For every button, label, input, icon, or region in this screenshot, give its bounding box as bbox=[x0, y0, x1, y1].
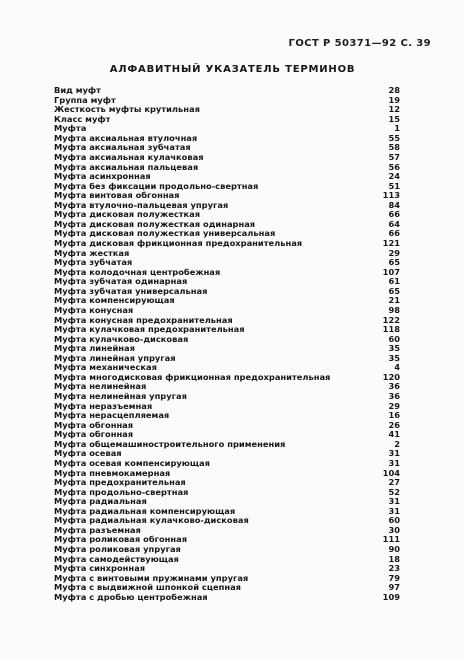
index-page-number: 15 bbox=[388, 113, 400, 124]
index-entry bbox=[54, 411, 400, 421]
index-page-number: 61 bbox=[388, 276, 400, 287]
index-entry bbox=[54, 316, 400, 326]
index-entry bbox=[54, 182, 400, 192]
index-term: Муфта пневмокамерная bbox=[54, 468, 171, 478]
index-term: Муфта радиальная компенсирующая bbox=[54, 506, 236, 516]
index-page-number: 120 bbox=[382, 371, 400, 382]
index-page-number: 64 bbox=[388, 218, 400, 229]
index-page-number: 36 bbox=[388, 381, 400, 392]
index-term: Муфта обгонная bbox=[54, 430, 134, 440]
index-term: Муфта жесткая bbox=[54, 248, 130, 258]
index-term: Муфта неразъемная bbox=[54, 401, 153, 411]
index-page-number: 27 bbox=[388, 477, 400, 488]
index-entry bbox=[54, 143, 400, 153]
index-entry bbox=[54, 526, 400, 536]
index-page-number: 18 bbox=[388, 553, 400, 564]
index-page-number: 79 bbox=[388, 572, 400, 583]
index-page-number: 55 bbox=[388, 132, 400, 143]
index-term: Муфта дисковая полужесткая bbox=[54, 210, 201, 220]
index-page-number: 57 bbox=[388, 151, 400, 162]
index-entry bbox=[54, 478, 400, 488]
index-term: Муфта с дробью центробежная bbox=[54, 592, 208, 602]
index-entry bbox=[54, 249, 400, 259]
index-entry bbox=[54, 564, 400, 574]
index-term: Муфта продольно-свертная bbox=[54, 487, 189, 497]
index-page-number: 98 bbox=[388, 304, 400, 315]
index-page-number: 84 bbox=[388, 199, 400, 210]
index-term: Муфта зубчатая универсальная bbox=[54, 286, 208, 296]
index-page-number: 31 bbox=[388, 448, 400, 459]
page-header: ГОСТ Р 50371—92 С. 39 bbox=[288, 38, 431, 49]
index-term: Муфта нерасцепляемая bbox=[54, 411, 170, 421]
index-page-number: 90 bbox=[388, 544, 400, 554]
index-page-number: 35 bbox=[388, 343, 400, 354]
index-page-number: 12 bbox=[388, 104, 400, 115]
index-entry bbox=[54, 516, 400, 526]
index-term: Муфта аксиальная пальцевая bbox=[54, 162, 199, 172]
index-entry bbox=[54, 402, 400, 412]
index-term: Муфта компенсирующая bbox=[54, 296, 175, 306]
index-entry bbox=[54, 535, 400, 545]
index-page-number: 56 bbox=[388, 161, 400, 172]
index-entry bbox=[54, 373, 400, 383]
index-term: Группа муфт bbox=[54, 95, 116, 105]
index-term: Муфта с выдвижной шпонкой сцепная bbox=[54, 583, 242, 593]
index-term: Муфта дисковая полужесткая универсальная bbox=[54, 229, 276, 239]
index-entry bbox=[54, 449, 400, 459]
index-page-number: 107 bbox=[382, 266, 400, 277]
index-entry bbox=[54, 583, 400, 593]
index-page-number: 118 bbox=[382, 324, 400, 335]
index-term: Муфта кулачковая предохранительная bbox=[54, 325, 245, 335]
index-page-number: 24 bbox=[388, 171, 400, 182]
index-page-number: 58 bbox=[388, 142, 400, 153]
index-term: Муфта роликовая обгонная bbox=[54, 535, 188, 545]
index-page-number: 31 bbox=[388, 496, 400, 507]
index-page-number: 29 bbox=[388, 247, 400, 258]
index-term: Муфта многодисковая фрикционная предохранительная bbox=[54, 372, 331, 382]
index-term: Муфта линейная bbox=[54, 344, 135, 354]
index-page-number: 26 bbox=[388, 419, 400, 430]
index-page-number: 1 bbox=[394, 123, 400, 134]
index-entry bbox=[54, 239, 400, 249]
index-entry bbox=[54, 488, 400, 498]
index-term: Муфта радиальная кулачково-дисковая bbox=[54, 516, 249, 526]
index-entry bbox=[54, 210, 400, 220]
index-entry bbox=[54, 220, 400, 230]
index-term: Муфта нелинейная bbox=[54, 382, 147, 392]
index-entry bbox=[54, 593, 400, 603]
index-page-number: 121 bbox=[382, 238, 400, 248]
index-entry bbox=[54, 325, 400, 335]
index-term: Муфта синхронная bbox=[54, 564, 146, 574]
index-entry bbox=[54, 459, 400, 469]
index-page-number: 65 bbox=[388, 285, 400, 296]
index-page-number: 19 bbox=[388, 94, 400, 105]
index-entry bbox=[54, 287, 400, 297]
index-list bbox=[54, 86, 400, 602]
index-term: Муфта самодействующая bbox=[54, 554, 179, 564]
index-term: Муфта аксиальная зубчатая bbox=[54, 143, 191, 153]
index-entry bbox=[54, 105, 400, 115]
index-entry bbox=[54, 153, 400, 163]
index-entry bbox=[54, 545, 400, 555]
index-entry bbox=[54, 296, 400, 306]
index-entry bbox=[54, 306, 400, 316]
index-page-number: 21 bbox=[388, 295, 400, 306]
index-term: Класс муфт bbox=[54, 114, 111, 124]
index-term: Муфта колодочная центробежная bbox=[54, 267, 221, 277]
index-term: Вид муфт bbox=[54, 86, 101, 95]
index-page-number: 122 bbox=[382, 314, 400, 325]
index-entry bbox=[54, 507, 400, 517]
index-page-number: 29 bbox=[388, 400, 400, 411]
index-page-number: 104 bbox=[382, 467, 400, 478]
index-page-number: 111 bbox=[382, 534, 400, 545]
index-page-number: 60 bbox=[388, 515, 400, 526]
index-term: Муфта обгонная bbox=[54, 420, 134, 430]
index-page-number: 30 bbox=[388, 524, 400, 535]
index-term: Муфта с винтовыми пружинами упругая bbox=[54, 573, 249, 583]
index-page-number: 66 bbox=[388, 228, 400, 239]
index-entry bbox=[54, 382, 400, 392]
index-page-number: 60 bbox=[388, 333, 400, 344]
index-entry bbox=[54, 421, 400, 431]
index-term: Жесткость муфты крутильная bbox=[54, 105, 200, 115]
index-entry bbox=[54, 277, 400, 287]
index-term: Муфта дисковая фрикционная предохранительная bbox=[54, 239, 303, 248]
index-entry bbox=[54, 86, 400, 96]
index-page-number: 2 bbox=[394, 438, 400, 449]
index-entry bbox=[54, 134, 400, 144]
index-term: Муфта роликовая упругая bbox=[54, 545, 181, 554]
index-entry bbox=[54, 96, 400, 106]
index-entry bbox=[54, 555, 400, 565]
index-entry bbox=[54, 191, 400, 201]
index-entry bbox=[54, 115, 400, 125]
index-entry bbox=[54, 344, 400, 354]
index-entry bbox=[54, 124, 400, 134]
index-term: Муфта механическая bbox=[54, 363, 157, 373]
index-page-number: 31 bbox=[388, 457, 400, 468]
index-page-number: 51 bbox=[388, 180, 400, 191]
index-entry bbox=[54, 163, 400, 173]
index-page-number: 36 bbox=[388, 391, 400, 401]
index-entry bbox=[54, 574, 400, 584]
index-page-number: 109 bbox=[382, 591, 400, 602]
index-entry bbox=[54, 354, 400, 364]
index-entry bbox=[54, 229, 400, 239]
index-entry bbox=[54, 430, 400, 440]
index-page-number: 23 bbox=[388, 563, 400, 574]
page-title: АЛФАВИТНЫЙ УКАЗАТЕЛЬ ТЕРМИНОВ bbox=[109, 64, 356, 75]
index-entry bbox=[54, 392, 400, 402]
index-page-number: 97 bbox=[388, 582, 400, 593]
index-entry bbox=[54, 172, 400, 182]
index-term: Муфта аксиальная втулочная bbox=[54, 133, 198, 143]
index-term: Муфта аксиальная кулачковая bbox=[54, 152, 204, 162]
index-term: Муфта осевая компенсирующая bbox=[54, 458, 210, 468]
index-entry bbox=[54, 440, 400, 450]
index-page-number: 113 bbox=[382, 190, 400, 201]
index-term: Муфта осевая bbox=[54, 449, 122, 459]
index-entry bbox=[54, 497, 400, 507]
index-term: Муфта зубчатая одинарная bbox=[54, 277, 188, 287]
index-term: Муфта конусная bbox=[54, 305, 134, 315]
index-term: Муфта асинхронная bbox=[54, 172, 151, 182]
index-page-number: 52 bbox=[388, 486, 400, 497]
index-entry bbox=[54, 335, 400, 345]
index-page-number: 65 bbox=[388, 257, 400, 268]
index-page-number: 28 bbox=[388, 85, 400, 95]
index-term: Муфта винтовая обгонная bbox=[54, 191, 180, 201]
index-entry bbox=[54, 201, 400, 211]
index-term: Муфта разъемная bbox=[54, 525, 141, 535]
index-page-number: 16 bbox=[388, 410, 400, 421]
index-term: Муфта дисковая полужесткая одинарная bbox=[54, 219, 256, 229]
index-page-number: 66 bbox=[388, 209, 400, 220]
index-term: Муфта нелинейная упругая bbox=[54, 392, 187, 401]
index-term: Муфта bbox=[54, 124, 87, 134]
index-term: Муфта линейная упругая bbox=[54, 353, 176, 363]
index-term: Муфта без фиксации продольно-свертная bbox=[54, 181, 259, 191]
index-page-number: 4 bbox=[394, 362, 400, 373]
index-entry bbox=[54, 469, 400, 479]
index-entry bbox=[54, 363, 400, 373]
index-term: Муфта конусная предохранительная bbox=[54, 315, 233, 325]
index-page-number: 31 bbox=[388, 505, 400, 516]
index-entry bbox=[54, 268, 400, 278]
index-entry bbox=[54, 258, 400, 268]
index-term: Муфта радиальная bbox=[54, 497, 147, 507]
index-page-number: 41 bbox=[388, 429, 400, 440]
index-term: Муфта предохранительная bbox=[54, 478, 186, 488]
index-term: Муфта втулочно-пальцевая упругая bbox=[54, 200, 229, 210]
index-term: Муфта зубчатая bbox=[54, 258, 133, 268]
index-page-number: 35 bbox=[388, 352, 400, 363]
index-term: Муфта общемашиностроительного применения bbox=[54, 439, 286, 449]
index-term: Муфта кулачково-дисковая bbox=[54, 334, 189, 344]
